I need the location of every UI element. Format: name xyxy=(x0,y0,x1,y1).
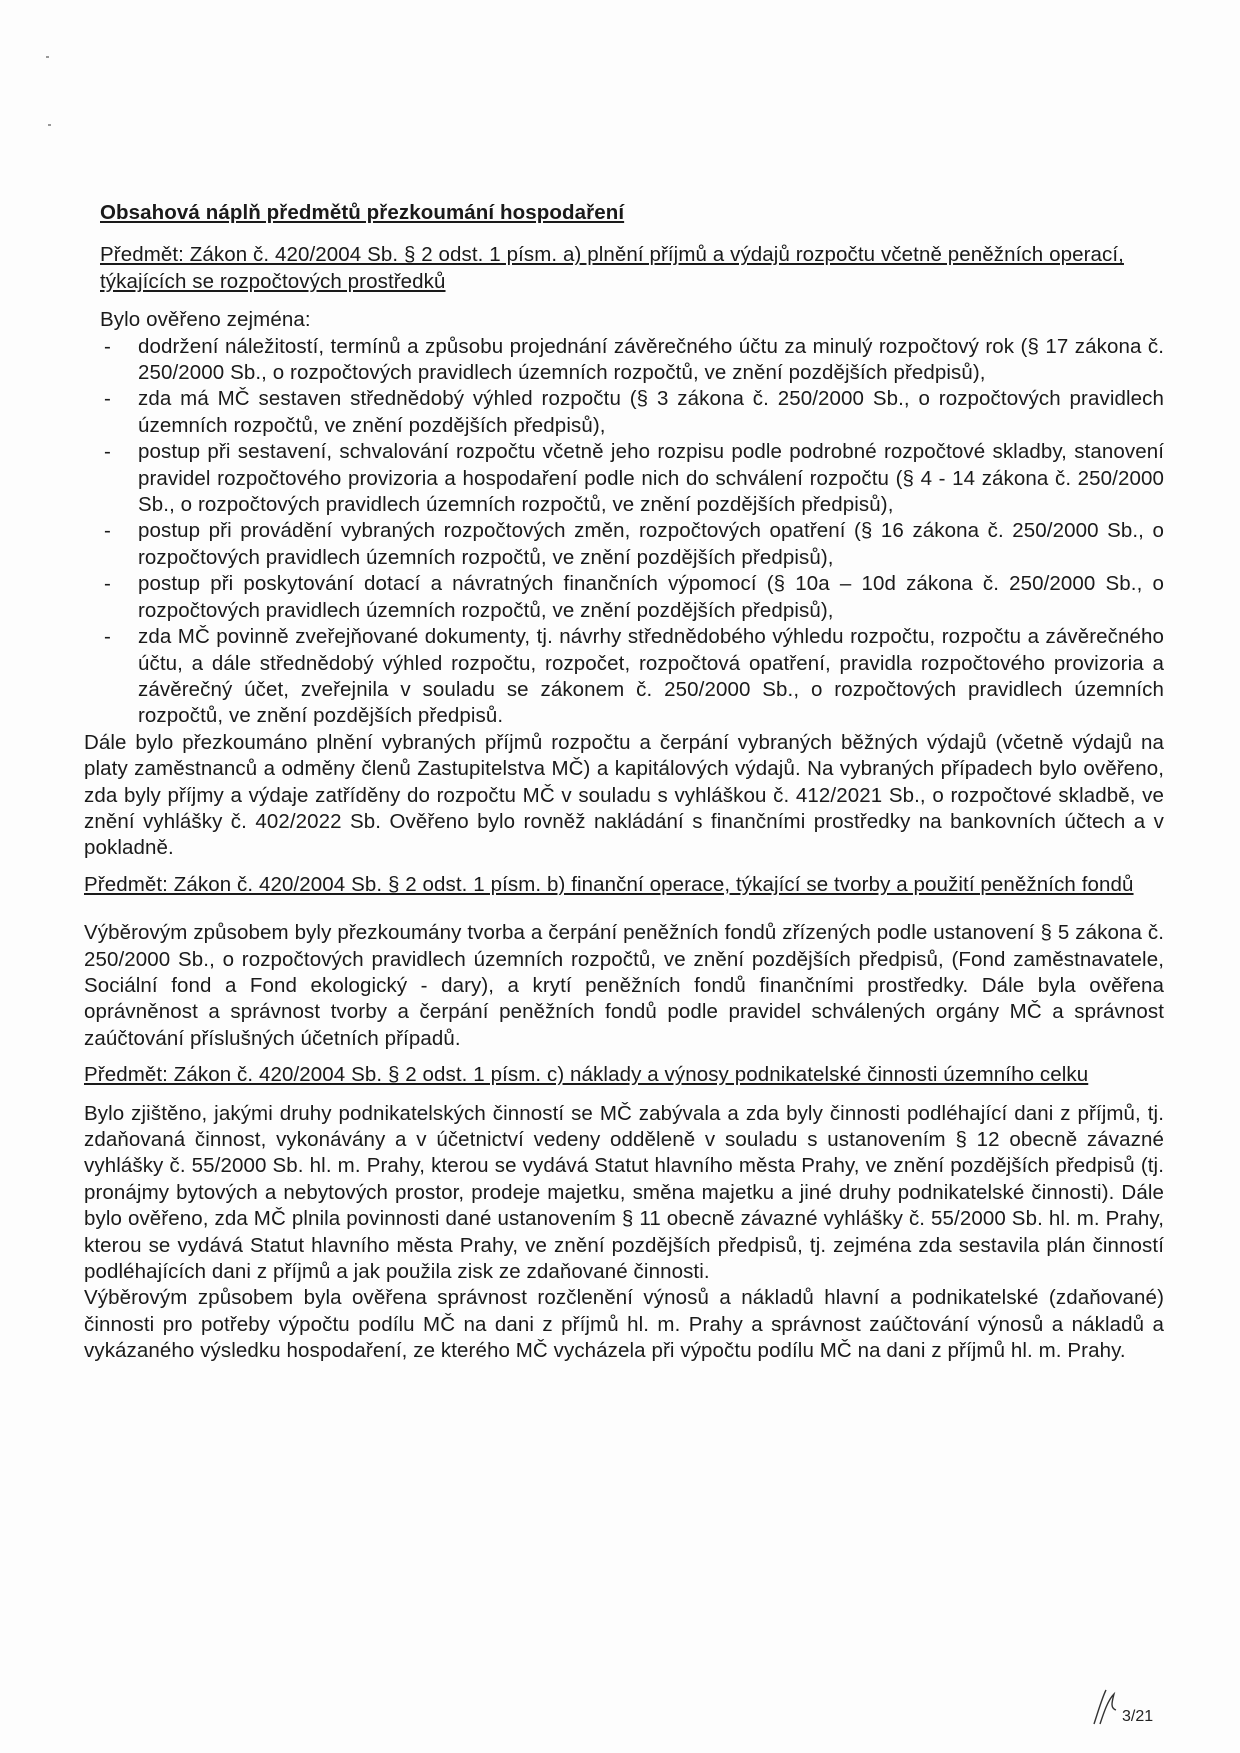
list-item xyxy=(100,386,1164,439)
list-item-text: dodržení náležitostí, termínů a způsobu projednání závěrečného účtu za minulý rozpočtový rok (§ 17 zákona č. 250/2000 Sb., o rozpočtových pravidlech územních rozpočtů, ve znění pozdějších předpisů), xyxy=(138,334,1164,385)
section-2-paragraph: Výběrovým způsobem byly přezkoumány tvorba a čerpání peněžních fondů zřízených podle ustanovení § 5 zákona č. 250/2000 Sb., o rozpočtových pravidlech územních rozpočtů, ve znění pozdějších předpisů, (Fond zaměstnavatele, Sociální fond a Fond ekologický - dary), a krytí peněžních fondů finančními prostředky. Dále byla ověřena oprávněnost a správnost tvorby a čerpání peněžních fondů podle pravidel schválených orgány MČ a správnost zaúčtování příslušných účetních případů. xyxy=(84,921,1164,1050)
document-body xyxy=(84,200,1164,1365)
section-2-subject: Předmět: Zákon č. 420/2004 Sb. § 2 odst. 1 písm. b) finanční operace, týkající se tvorby a použití peněžních fondů xyxy=(84,872,1134,896)
list-dash: - xyxy=(104,334,111,358)
scan-speck xyxy=(46,56,49,58)
section-3-paragraph-2: Výběrovým způsobem byla ověřena správnost rozčlenění výnosů a nákladů hlavní a podnikatelské (zdaňované) činnosti pro potřeby výpočtu podílu MČ na dani z příjmů hl. m. Prahy a správnost zaúčtování výnosů a nákladů a vykázaného výsledku hospodaření, ze kterého MČ vycházela při výpočtu podílu MČ na dani z příjmů hl. m. Prahy. xyxy=(84,1286,1164,1363)
section-1-subject: Předmět: Zákon č. 420/2004 Sb. § 2 odst. 1 písm. a) plnění příjmů a výdajů rozpočtu včetně peněžních operací, týkajících se rozpočtových prostředků xyxy=(100,243,1124,293)
section-3-paragraph-1: Bylo zjištěno, jakými druhy podnikatelských činností se MČ zabývala a zda byly činnosti podléhající dani z příjmů, tj. zdaňovaná činnost, vykonávány a v účetnictví vedeny odděleně v souladu s ustanovením § 12 obecně závazné vyhlášky č. 55/2000 Sb. hl. m. Prahy, kterou se vydává Statut hlavního města Prahy, ve znění pozdějších předpisů (tj. pronájmy bytových a nebytových prostor, prodeje majetku, směna majetku a jiné druhy podnikatelské činnosti). Dále bylo ověřeno, zda MČ plnila povinnosti dané ustanovením § 11 obecně závazné vyhlášky č. 55/2000 Sb. hl. m. Prahy, kterou se vydává Statut hlavního města Prahy, ve znění pozdějších předpisů, tj. zejména zda sestavila plán činností podléhajících dani z příjmů a jak použila zisk ze zdaňované činnosti. xyxy=(84,1101,1164,1284)
list-dash: - xyxy=(104,519,111,543)
section-3-subject: Předmět: Zákon č. 420/2004 Sb. § 2 odst. 1 písm. c) náklady a výnosy podnikatelské činnosti územního celku xyxy=(84,1063,1089,1087)
page-number: 3/21 xyxy=(1122,1708,1154,1725)
initials-signature-icon xyxy=(1090,1688,1122,1726)
document-title: Obsahová náplň předmětů přezkoumání hospodaření xyxy=(100,201,625,224)
list-item xyxy=(100,571,1164,624)
section-1-intro: Bylo ověřeno zejména: xyxy=(100,308,311,332)
list-dash: - xyxy=(104,440,111,464)
list-item-text: postup při poskytování dotací a návratných finančních výpomocí (§ 10a – 10d zákona č. 250/2000 Sb., o rozpočtových pravidlech územních rozpočtů, ve znění pozdějších předpisů), xyxy=(138,572,1164,622)
list-item-text: postup při provádění vybraných rozpočtových změn, rozpočtových opatření (§ 16 zákona č. 250/2000 Sb., o rozpočtových pravidlech územních rozpočtů, ve znění pozdějších předpisů), xyxy=(138,519,1164,569)
list-item-text: postup při sestavení, schvalování rozpočtu včetně jeho rozpisu podle podrobné rozpočtové skladby, stanovení pravidel rozpočtového provizoria a hospodaření podle nich do schválení rozpočtu (§ 4 - 14 zákona č. 250/2000 Sb., o rozpočtových pravidlech územních rozpočtů, ve znění pozdějších předpisů), xyxy=(138,440,1164,517)
list-item xyxy=(100,624,1164,730)
scan-speck xyxy=(48,124,51,126)
section-1-paragraph: Dále bylo přezkoumáno plnění vybraných příjmů rozpočtu a čerpání vybraných běžných výdajů (včetně výdajů na platy zaměstnanců a odměny členů Zastupitelstva MČ) a kapitálových výdajů. Na vybraných případech bylo ověřeno, zda byly příjmy a výdaje zatříděny do rozpočtu MČ v souladu s vyhláškou č. 412/2021 Sb., o rozpočtové skladbě, ve znění vyhlášky č. 402/2022 Sb. Ověřeno bylo rovněž nakládání s finančními prostředky na bankovních účtech a v pokladně. xyxy=(84,730,1164,860)
list-dash: - xyxy=(104,387,111,411)
list-item xyxy=(100,334,1164,387)
page-footer xyxy=(1090,1688,1153,1726)
list-item xyxy=(100,518,1164,571)
verification-list xyxy=(84,334,1164,730)
list-dash: - xyxy=(104,625,111,649)
list-item xyxy=(100,439,1164,518)
list-item-text: zda MČ povinně zveřejňované dokumenty, tj. návrhy střednědobého výhledu rozpočtu, rozpočtu a závěrečného účtu, a dále střednědobý výhled rozpočtu, rozpočet, rozpočtová opatření, pravidla rozpočtového provizoria a závěrečný účet, zveřejnila v souladu se zákonem č. 250/2000 Sb., o rozpočtových pravidlech územních rozpočtů, ve znění pozdějších předpisů. xyxy=(138,625,1164,728)
list-item-text: zda má MČ sestaven střednědobý výhled rozpočtu (§ 3 zákona č. 250/2000 Sb., o rozpočtových pravidlech územních rozpočtů, ve znění pozdějších předpisů), xyxy=(138,387,1164,437)
list-dash: - xyxy=(104,572,111,596)
